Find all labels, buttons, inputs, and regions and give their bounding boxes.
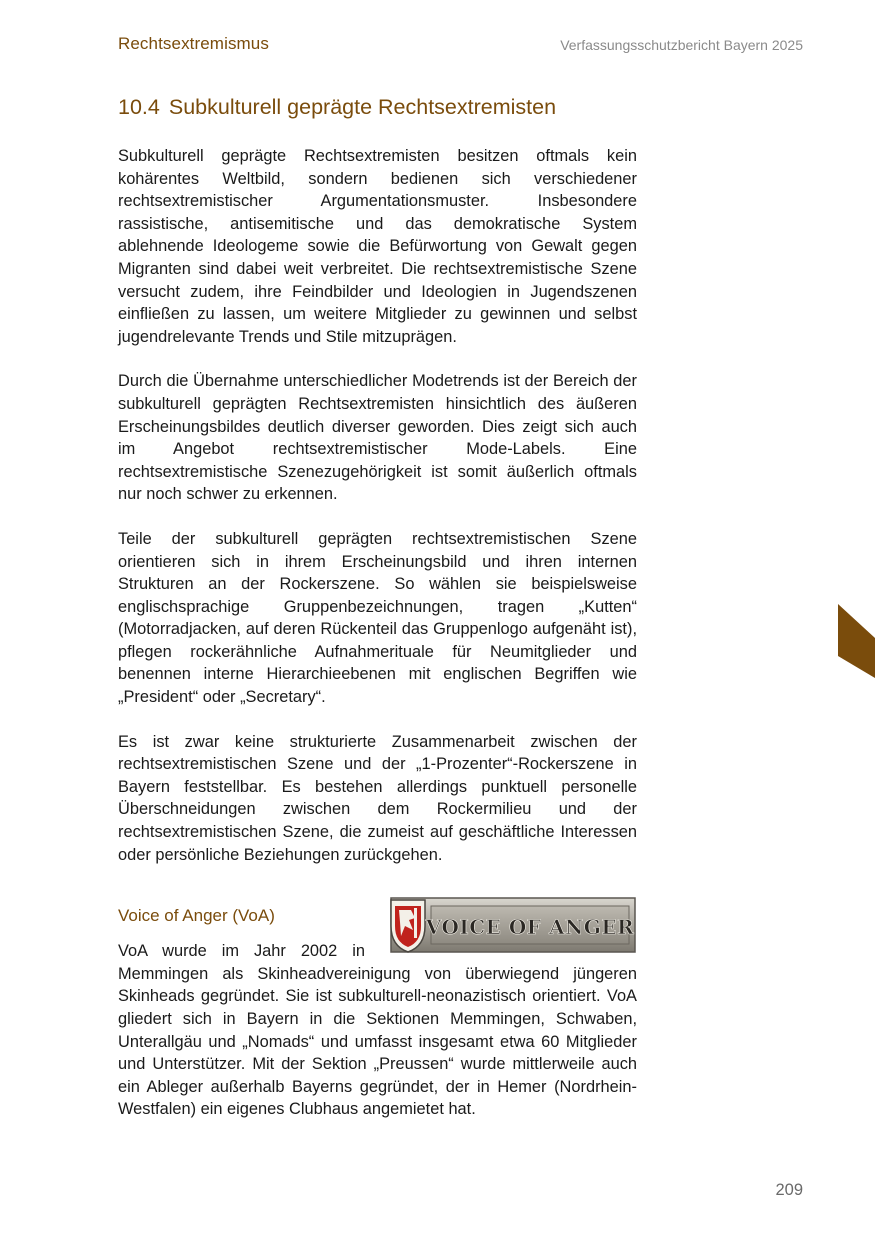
body-column [118, 145, 637, 1121]
voa-paragraph: VoA wurde im Jahr 2002 in Memmingen als Skinheadvereinigung von überwiegend jüngeren Skinheads gegründet. Sie ist subkulturell-neonazistisch orientiert. VoA gliedert sich in Bayern in die Sektionen Memmingen, Schwaben, Unterallgäu und „Nomads“ und umfasst insgesamt etwa 60 Mitglieder und Unterstützer. Mit der Sektion „Preussen“ wurde mittlerweile auch ein Ableger außerhalb Bayerns gegründet, der in Hemer (Nordrhein-Westfalen) ein eigenes Clubhaus angemietet hat. [118, 942, 637, 1119]
chapter-tab-marker [838, 604, 875, 678]
voa-logo-text: VOICE OF ANGER [425, 915, 635, 940]
running-head-section: Rechtsextremismus [118, 34, 269, 53]
paragraph: Subkulturell geprägte Rechtsextremisten besitzen oftmals kein kohärentes Weltbild, sondern bedienen sich verschiedener rechtsextremistischer Argumentationsmuster. Insbesondere rassistische, antisemitische und das demokratische System ablehnende Ideologeme sowie die Befürwortung von Gewalt gegen Migranten sind dabei weit verbreitet. Die rechtsextremistische Szene versucht zudem, ihre Feindbilder und Ideologien in Jugendszenen einfließen zu lassen, um weitere Mitglieder zu gewinnen und selbst jugendrelevante Trends und Stile mitzuprägen. [118, 147, 637, 346]
page-number: 209 [775, 1181, 803, 1199]
paragraph: Es ist zwar keine strukturierte Zusammenarbeit zwischen der rechtsextremistischen Szene und der „1-Prozenter“-Rockerszene in Bayern feststellbar. Es bestehen allerdings punktuell personelle Überschneidungen zwischen dem Rockermilieu und der rechtsextremistischen Szene, die zumeist auf geschäftliche Interessen oder persönliche Beziehungen zurückgehen. [118, 732, 637, 864]
paragraph: Teile der subkulturell geprägten rechtsextremistischen Szene orientieren sich in ihrem Erscheinungsbild und ihren internen Strukturen an der Rockerszene. So wählen sie beispielsweise englischsprachige Gruppenbezeichnungen, tragen „Kutten“ (Motorradjacken, auf deren Rückenteil das Gruppenlogo aufgenäht ist), pflegen rockerähnliche Aufnahmerituale für Neumitglieder und benennen interne Hierarchieebenen mit englischen Begriffen wie „President“ oder „Secretary“. [118, 529, 637, 707]
section-title-text: Subkulturell geprägte Rechtsextremisten [168, 95, 557, 119]
voa-logo-image [387, 896, 637, 954]
paragraph: Durch die Übernahme unterschiedlicher Modetrends ist der Bereich der subkulturell geprägten Rechtsextremisten hinsichtlich des äußeren Erscheinungsbildes deutlich diverser geworden. Dies zeigt sich auch im Angebot rechtsextremistischer Mode-Labels. Eine rechtsextremistische Szenezugehörigkeit ist somit äußerlich oftmals nur noch schwer zu erkennen. [118, 372, 637, 504]
running-head-publication: Verfassungsschutzbericht Bayern 2025 [560, 37, 803, 53]
section-number: 10.4 [118, 95, 160, 119]
voa-section [118, 915, 637, 1121]
voa-heading: Voice of Anger (VoA) [118, 906, 275, 926]
section-title [118, 95, 556, 120]
